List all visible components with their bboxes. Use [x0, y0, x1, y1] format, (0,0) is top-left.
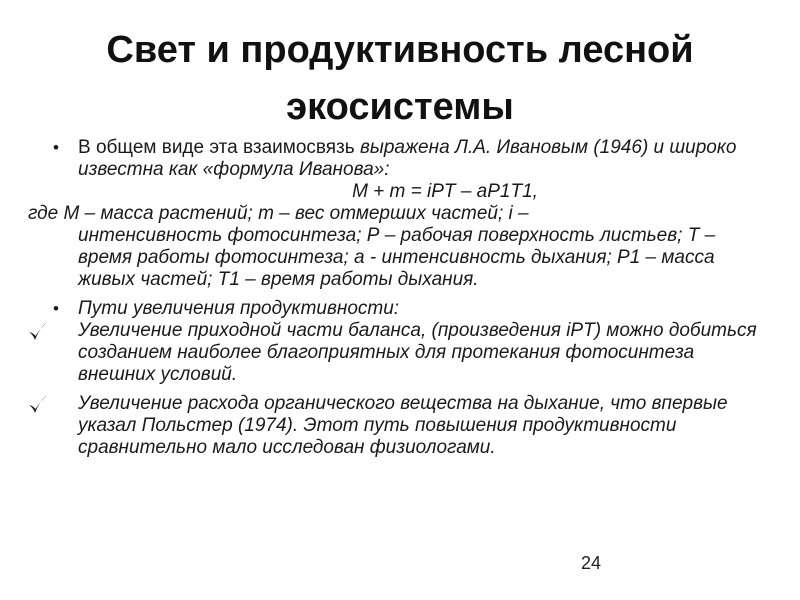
path-2-text: Увеличение расхода органического вещества на дыхание, что впервые указал Польстер (1974). Этот путь повышения продуктивности сравнительно мало исследован физиологами. — [78, 393, 728, 458]
path-1-text: Увеличение приходной части баланса, (произведения iPT) можно добиться созданием наиболее благоприятных для протекания фотосинтеза внешних условий. — [78, 320, 757, 385]
bullet-marker: • — [53, 299, 59, 318]
check-item-1 — [0, 320, 800, 386]
ivanov-formula: М + m = iPT – аР1Т1, — [352, 181, 538, 202]
check-mark-icon — [28, 320, 48, 342]
bullet-intro — [0, 137, 800, 181]
bullet-marker: • — [53, 138, 59, 157]
intro-italic: выражена Л.А. Ивановым (1946) и широко известна как «формула Иванова»: — [78, 137, 737, 180]
intro-text — [78, 137, 772, 181]
slide-number: 24 — [581, 553, 602, 573]
check-item-2 — [0, 393, 800, 459]
paths-heading: Пути увеличения продуктивности: — [78, 298, 400, 319]
slide-title: Свет и продуктивность лесной экосистемы — [106, 29, 694, 128]
legend-first-line: где М – масса растений; m – вес отмерших частей; i – — [28, 203, 529, 224]
intro-regular: В общем виде эта взаимосвязь — [78, 137, 360, 158]
legend-rest: интенсивность фотосинтеза; Р – рабочая поверхность листьев; Т – время работы фотосинтеза; а - интенсивность дыхания; Р1 – масса живых частей; Т1 – время работы дыхания. — [78, 225, 716, 290]
slide-content — [0, 137, 800, 459]
bullet-paths-heading — [0, 298, 800, 320]
check-mark-icon — [28, 393, 48, 415]
